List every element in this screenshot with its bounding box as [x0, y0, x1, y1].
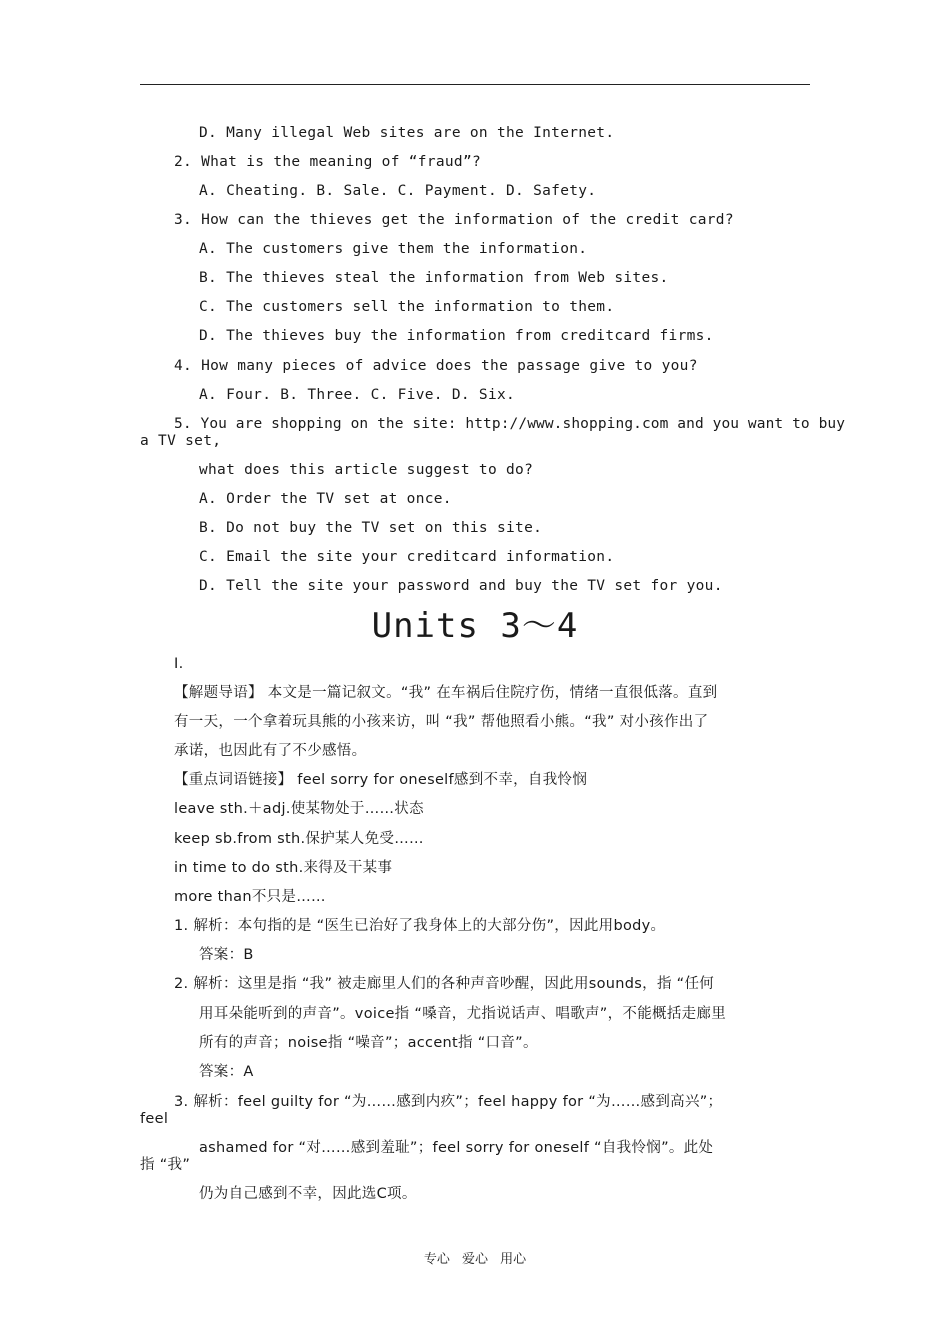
answer-line: 答案：A	[199, 1064, 254, 1080]
option-line: C. The customers sell the information to them.	[199, 299, 615, 315]
section-heading: Units 3～4	[371, 606, 579, 646]
analysis-line: 3. 解析：feel guilty for “为……感到内疚”；feel happy for “为……感到高兴”；	[174, 1094, 723, 1110]
section-number: Ⅰ.	[174, 656, 184, 672]
guide-text: 承诺，也因此有了不少感悟。	[174, 743, 367, 759]
analysis-line: 仍为自己感到不幸，因此选C项。	[199, 1186, 417, 1202]
question-line: 2. What is the meaning of “fraud”?	[174, 154, 482, 170]
vocab-item: leave sth.＋adj.使某物处于……状态	[174, 801, 424, 817]
guide-text: 有一天，一个拿着玩具熊的小孩来访，叫 “我” 帮他照看小熊。“我” 对小孩作出了	[174, 714, 709, 730]
option-line: A. Cheating. B. Sale. C. Payment. D. Safety.	[199, 183, 597, 199]
option-line: D. Many illegal Web sites are on the Internet.	[199, 125, 615, 141]
option-line: D. Tell the site your password and buy the TV set for you.	[199, 578, 723, 594]
vocab-header: 【重点词语链接】 feel sorry for oneself感到不幸，自我怜悯	[174, 772, 588, 788]
option-line: A. Four. B. Three. C. Five. D. Six.	[199, 387, 516, 403]
question-line: 5. You are shopping on the site: http://www.shopping.com and you want to buy	[174, 416, 846, 432]
page-footer: 专心 爱心 用心	[423, 1252, 527, 1267]
question-line: 4. How many pieces of advice does the passage give to you?	[174, 358, 698, 374]
vocab-item: in time to do sth.来得及干某事	[174, 860, 393, 876]
answer-line: 答案：B	[199, 947, 254, 963]
vocab-item: more than不只是……	[174, 889, 326, 905]
analysis-line: ashamed for “对……感到羞耻”；feel sorry for oneself “自我怜悯”。此处	[199, 1140, 714, 1156]
analysis-line: 1. 解析：本句指的是 “医生已治好了我身体上的大部分伤”，因此用body。	[174, 918, 666, 934]
analysis-line-continued: feel	[140, 1111, 169, 1127]
option-line: C. Email the site your creditcard information.	[199, 549, 615, 565]
option-line: A. The customers give them the information.	[199, 241, 588, 257]
option-line: A. Order the TV set at once.	[199, 491, 452, 507]
option-line: B. The thieves steal the information from Web sites.	[199, 270, 669, 286]
question-line: 3. How can the thieves get the information of the credit card?	[174, 212, 734, 228]
analysis-line: 2. 解析：这里是指 “我” 被走廊里人们的各种声音吵醒，因此用sounds，指 “任何	[174, 976, 715, 992]
analysis-line-continued: 指 “我”	[140, 1157, 191, 1173]
vocab-item: keep sb.from sth.保护某人免受……	[174, 831, 424, 847]
analysis-line: 所有的声音；noise指 “噪音”；accent指 “口音”。	[199, 1035, 538, 1051]
option-line: D. The thieves buy the information from creditcard firms.	[199, 328, 714, 344]
question-line-continued: what does this article suggest to do?	[199, 462, 534, 478]
header-rule	[140, 84, 810, 85]
option-line: B. Do not buy the TV set on this site.	[199, 520, 543, 536]
question-line-continued: a TV set,	[140, 433, 222, 449]
analysis-line: 用耳朵能听到的声音”。voice指 “嗓音，尤指说话声、唱歌声”，不能概括走廊里	[199, 1006, 727, 1022]
guide-text: 【解题导语】 本文是一篇记叙文。“我” 在车祸后住院疗伤，情绪一直很低落。直到	[174, 685, 718, 701]
